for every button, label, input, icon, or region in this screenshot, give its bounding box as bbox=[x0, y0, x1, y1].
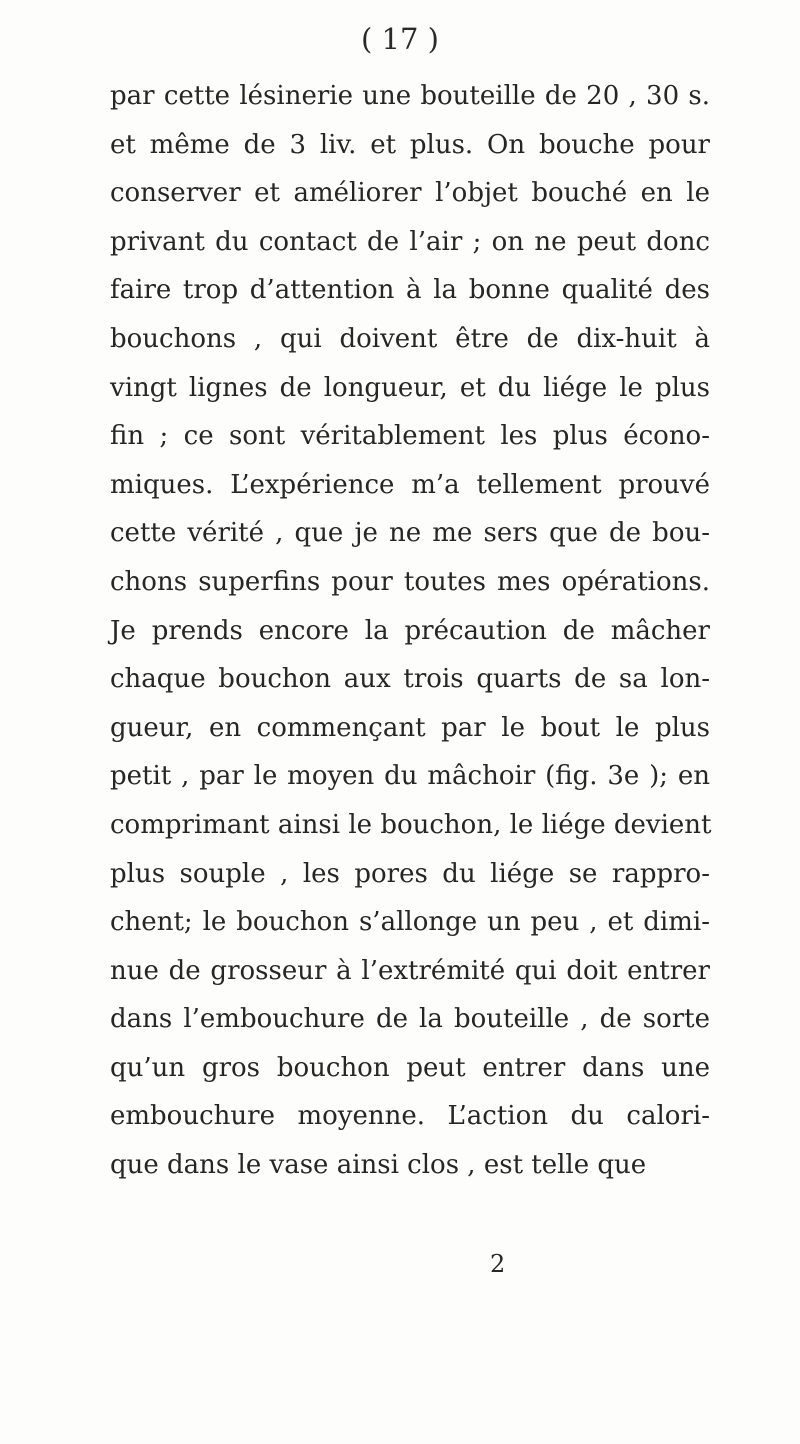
text-line: faire trop d’attention à la bonne qualité des bbox=[110, 275, 710, 306]
page-number: ( 17 ) bbox=[361, 22, 439, 56]
text-line: chent; le bouchon s’allonge un peu , et dimi- bbox=[110, 907, 710, 938]
text-line: embouchure moyenne. L’action du calori- bbox=[110, 1101, 710, 1132]
signature-mark: 2 bbox=[490, 1250, 506, 1278]
text-line: vingt lignes de longueur, et du liége le plus bbox=[110, 372, 710, 403]
text-line: conserver et améliorer l’objet bouché en le bbox=[110, 178, 710, 209]
text-line: et même de 3 liv. et plus. On bouche pour bbox=[110, 129, 710, 160]
text-line: gueur, en commençant par le bout le plus bbox=[110, 712, 710, 743]
text-line: fin ; ce sont véritablement les plus écono- bbox=[110, 421, 710, 452]
text-line: privant du contact de l’air ; on ne peut donc bbox=[110, 226, 710, 257]
text-line: chons superfins pour toutes mes opérations. bbox=[110, 566, 710, 597]
text-line: dans l’embouchure de la bouteille , de sorte bbox=[110, 1004, 710, 1035]
text-line: qu’un gros bouchon peut entrer dans une bbox=[110, 1052, 710, 1083]
text-line: bouchons , qui doivent être de dix-huit à bbox=[110, 323, 710, 354]
body-text bbox=[110, 72, 710, 1190]
text-line: nue de grosseur à l’extrémité qui doit entrer bbox=[110, 955, 710, 986]
text-line: Je prends encore la précaution de mâcher bbox=[110, 615, 710, 646]
text-line: que dans le vase ainsi clos , est telle que bbox=[110, 1150, 647, 1181]
text-line: cette vérité , que je ne me sers que de bou- bbox=[110, 518, 710, 549]
text-line: plus souple , les pores du liége se rappro- bbox=[110, 858, 710, 889]
text-line: petit , par le moyen du mâchoir (fig. 3e ); en bbox=[110, 761, 710, 792]
text-line: miques. L’expérience m’a tellement prouvé bbox=[110, 469, 710, 500]
text-line: comprimant ainsi le bouchon, le liége devient bbox=[110, 809, 712, 840]
text-line: par cette lésinerie une bouteille de 20 , 30 s. bbox=[110, 81, 710, 111]
text-line: chaque bouchon aux trois quarts de sa lon- bbox=[110, 664, 710, 695]
